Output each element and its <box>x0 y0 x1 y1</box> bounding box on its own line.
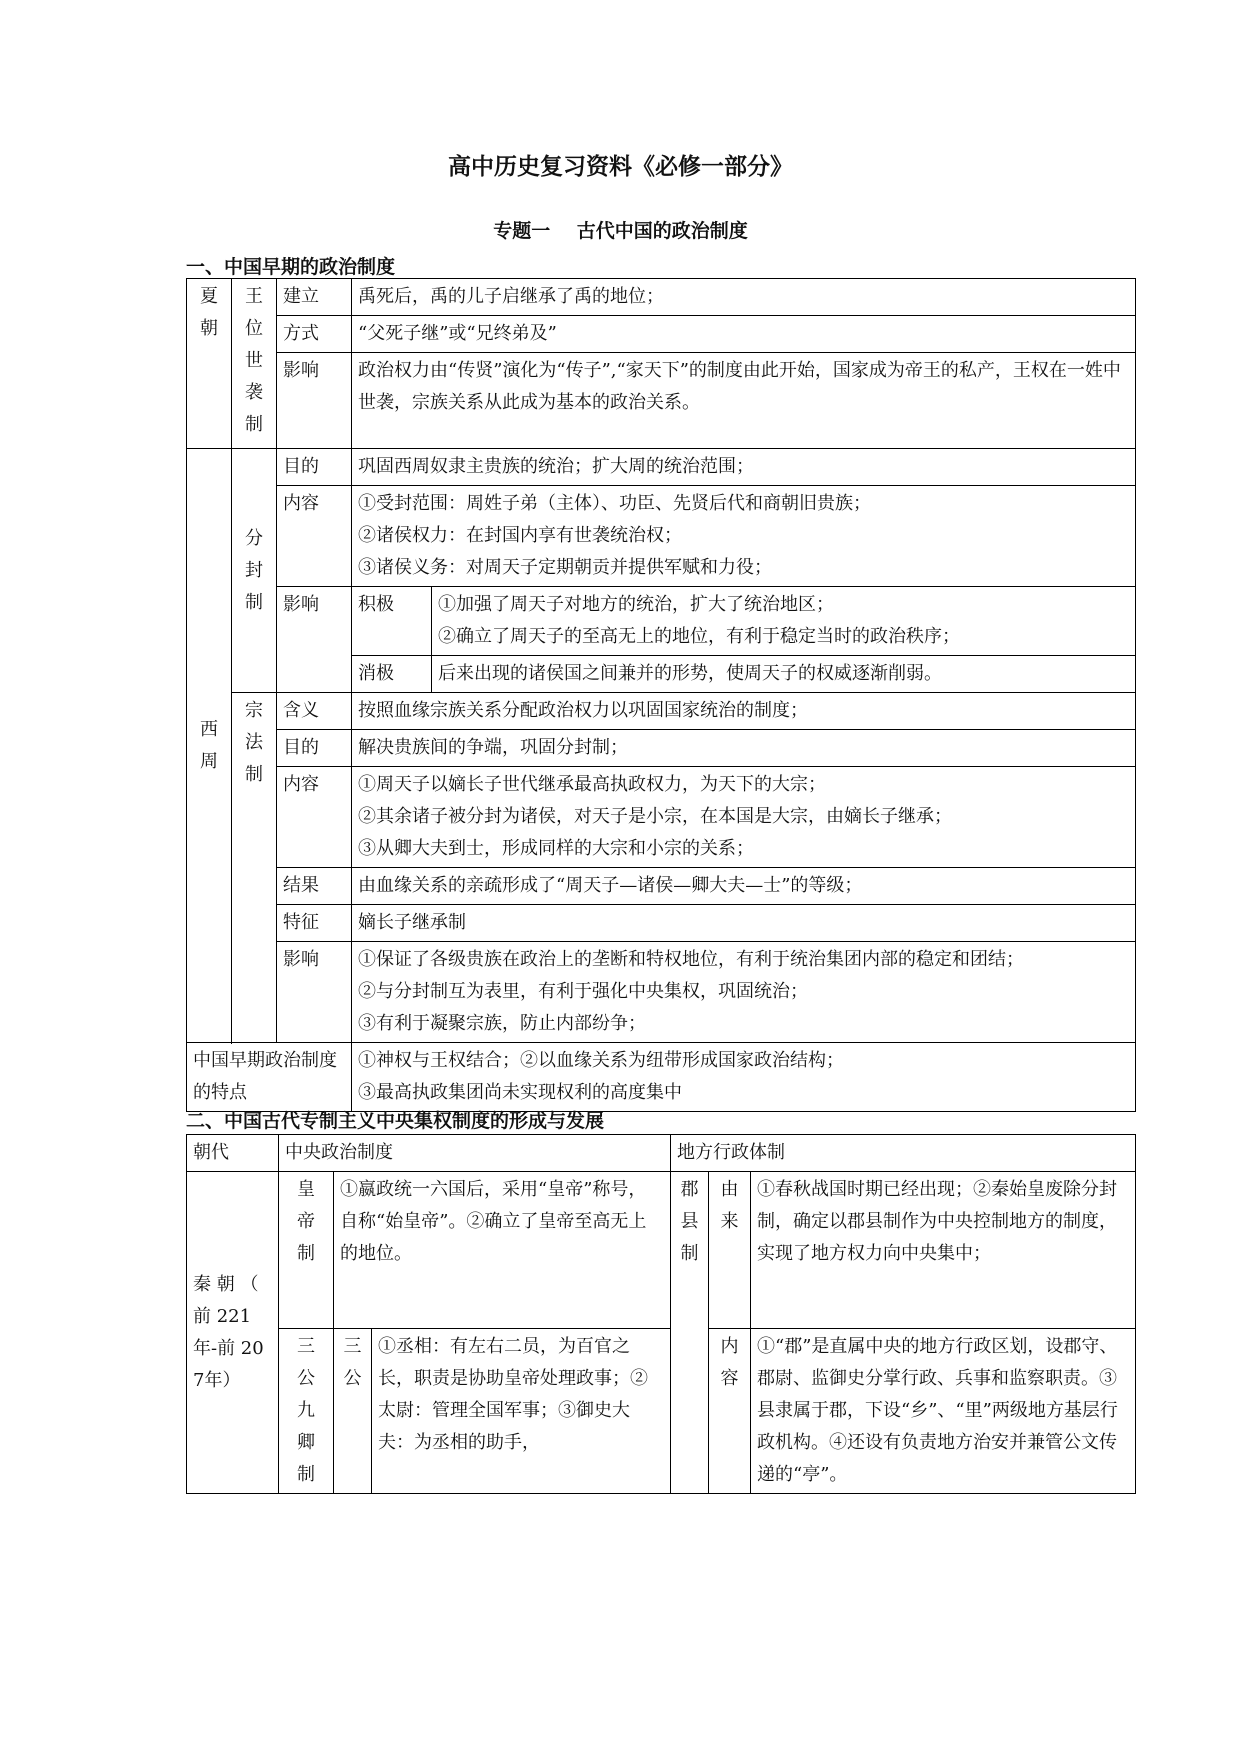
zongfa-influence-line: ①保证了各级贵族在政治上的垄断和特权地位，有利于统治集团内部的稳定和团结； <box>358 949 1024 970</box>
zongfa-content-line: ②其余诸子被分封为诸侯，对天子是小宗，在本国是大宗，由嫡长子继承； <box>358 806 952 827</box>
section1-heading: 一、中国早期的政治制度 <box>186 256 396 278</box>
xia-text-1: “父死子继”或“兄终弟及” <box>352 316 1136 353</box>
features-line: ③最高执政集团尚未实现权利的高度集中 <box>358 1082 682 1103</box>
fenfeng-negative: 后来出现的诸侯国之间兼并的形势，使周天子的权威逐渐削弱。 <box>432 656 1136 693</box>
qin-dynasty-cell: 秦 朝 （ 前 221年-前 207年） <box>187 1172 279 1494</box>
fenfeng-positive-line: ②确立了周天子的至高无上的地位，有利于稳定当时的政治秩序； <box>438 626 960 647</box>
header-central: 中央政治制度 <box>279 1135 671 1172</box>
fenfeng-positive-line: ①加强了周天子对地方的统治，扩大了统治地区； <box>438 594 834 615</box>
fenfeng-content-label: 内容 <box>277 486 352 587</box>
centralization-table <box>186 1134 1136 1494</box>
fenfeng-purpose: 巩固西周奴隶主贵族的统治；扩大周的统治范围； <box>352 449 1136 486</box>
fenfeng-content-line: ①受封范围：周姓子弟（主体）、功臣、先贤后代和商朝旧贵族； <box>358 493 871 514</box>
topic-title: 专题一 古代中国的政治制度 <box>493 220 748 242</box>
fenfeng-purpose-label: 目的 <box>277 449 352 486</box>
fenfeng-positive <box>432 587 1136 656</box>
fenfeng-content-line: ③诸侯义务：对周天子定期朝贡并提供军赋和力役； <box>358 557 772 578</box>
section2-heading: 二、中国古代专制主义中央集权制度的形成与发展 <box>186 1110 605 1132</box>
zongfa-label-3: 结果 <box>277 868 352 905</box>
fenfeng-content-line: ②诸侯权力：在封国内享有世袭统治权； <box>358 525 682 546</box>
zongfa-system-cell: 宗法制 <box>232 693 277 1043</box>
zongfa-text-3: 由血缘关系的亲疏形成了“周天子—诸侯—卿大夫—士”的等级； <box>352 868 1136 905</box>
features-text <box>352 1043 1136 1112</box>
sangong-sub-cell: 三公 <box>334 1329 372 1494</box>
junxian-origin: ①春秋战国时期已经出现；②秦始皇废除分封制，确定以郡县制作为中央控制地方的制度，实现了地方权力向中央集中； <box>751 1172 1136 1329</box>
junxian-content-label: 内容 <box>709 1329 751 1494</box>
fenfeng-negative-label: 消极 <box>352 656 432 693</box>
sangong-system-cell: 三公九卿制 <box>279 1329 334 1494</box>
zongfa-label-5: 影响 <box>277 942 352 1043</box>
emperor-system-cell: 皇帝制 <box>279 1172 334 1329</box>
features-line: ①神权与王权结合；②以血缘关系为纽带形成国家政治结构； <box>358 1050 844 1071</box>
xia-label-0: 建立 <box>277 279 352 316</box>
header-local: 地方行政体制 <box>671 1135 1136 1172</box>
zongfa-text-4: 嫡长子继承制 <box>352 905 1136 942</box>
junxian-origin-label: 由来 <box>709 1172 751 1329</box>
early-politics-table <box>186 278 1136 1112</box>
fenfeng-system-cell: 分封制 <box>232 449 277 693</box>
fenfeng-positive-label: 积极 <box>352 587 432 656</box>
zongfa-label-1: 目的 <box>277 730 352 767</box>
zongfa-text-2 <box>352 767 1136 868</box>
xizhou-dynasty-cell: 西周 <box>187 449 232 1043</box>
xia-label-2: 影响 <box>277 353 352 449</box>
xia-system-cell: 王位世袭制 <box>232 279 277 449</box>
junxian-content: ①“郡”是直属中央的地方行政区划，设郡守、郡尉、监御史分掌行政、兵事和监察职责。③县隶属于郡，下设“乡”、“里”两级地方基层行政机构。④还设有负责地方治安并兼管公文传递的“亭”。 <box>751 1329 1136 1494</box>
zongfa-label-4: 特征 <box>277 905 352 942</box>
sangong-text: ①丞相：有左右二员，为百官之长，职责是协助皇帝处理政事；②太尉：管理全国军事；③御史大夫：为丞相的助手， <box>372 1329 671 1494</box>
zongfa-influence-line: ②与分封制互为表里，有利于强化中央集权，巩固统治； <box>358 981 808 1002</box>
zongfa-text-5 <box>352 942 1136 1043</box>
xia-text-0: 禹死后，禹的儿子启继承了禹的地位； <box>352 279 1136 316</box>
page-title: 高中历史复习资料《必修一部分》 <box>448 154 793 180</box>
emperor-text: ①嬴政统一六国后，采用“皇帝”称号，自称“始皇帝”。②确立了皇帝至高无上的地位。 <box>334 1172 671 1329</box>
fenfeng-influence-label: 影响 <box>277 587 352 693</box>
junxian-system-cell: 郡县制 <box>671 1172 709 1494</box>
zongfa-text-0: 按照血缘宗族关系分配政治权力以巩固国家统治的制度； <box>352 693 1136 730</box>
zongfa-text-1: 解决贵族间的争端，巩固分封制； <box>352 730 1136 767</box>
zongfa-content-line: ③从卿大夫到士，形成同样的大宗和小宗的关系； <box>358 838 754 859</box>
features-label: 中国早期政治制度的特点 <box>187 1043 352 1112</box>
zongfa-label-2: 内容 <box>277 767 352 868</box>
xia-dynasty-cell: 夏朝 <box>187 279 232 449</box>
xia-text-2: 政治权力由“传贤”演化为“传子”,“家天下”的制度由此开始，国家成为帝王的私产，王权在一姓中世袭，宗族关系从此成为基本的政治关系。 <box>352 353 1136 449</box>
header-dynasty: 朝代 <box>187 1135 279 1172</box>
xia-label-1: 方式 <box>277 316 352 353</box>
zongfa-label-0: 含义 <box>277 693 352 730</box>
zongfa-content-line: ①周天子以嫡长子世代继承最高执政权力，为天下的大宗； <box>358 774 826 795</box>
zongfa-influence-line: ③有利于凝聚宗族，防止内部纷争； <box>358 1013 646 1034</box>
fenfeng-content <box>352 486 1136 587</box>
